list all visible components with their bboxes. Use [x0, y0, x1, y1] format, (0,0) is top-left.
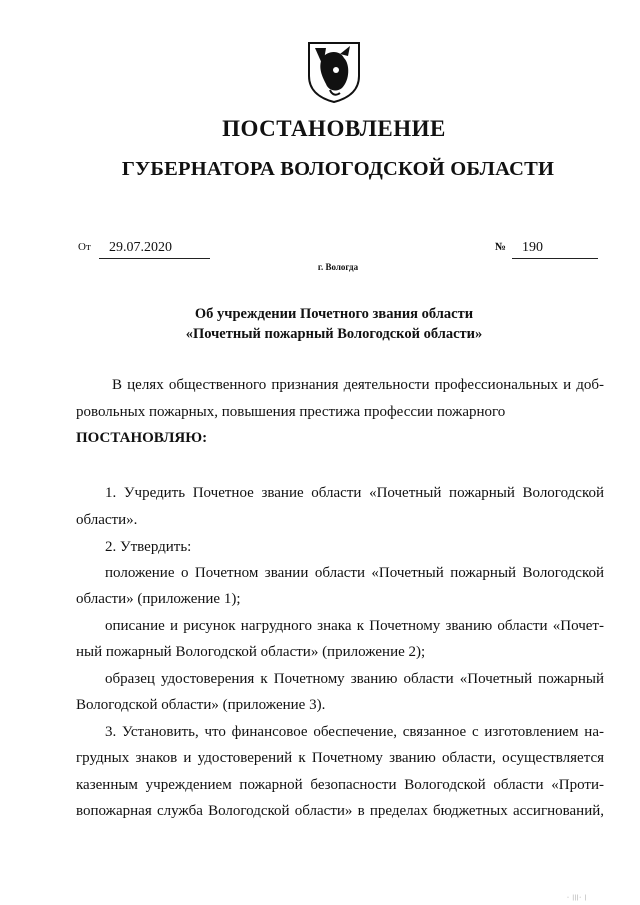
body-line: положение о Почетном звании области «Почетный пожарный Вологодской [105, 565, 604, 581]
decree-word: ПОСТАНОВЛЯЮ: [76, 430, 208, 446]
vologda-coat-of-arms-icon [306, 40, 362, 104]
number-field [512, 240, 598, 259]
number-label: № [495, 241, 507, 253]
document-subject [0, 304, 640, 344]
body-line: В целях общественного признания деятельности профессиональных и доб- [112, 377, 604, 393]
number-value: 190 [522, 240, 543, 255]
body-line: ный пожарный Вологодской области» (приложение 2); [76, 644, 426, 660]
body-line: 2. Утвердить: [105, 539, 192, 555]
subject-line: «Почетный пожарный Вологодской области» [185, 326, 483, 342]
body-line: вопожарная служба Вологодской области» в пределах бюджетных ассигнований, [76, 803, 604, 819]
date-value: 29.07.2020 [109, 240, 172, 255]
document-title: ПОСТАНОВЛЕНИЕ [222, 116, 446, 141]
body-line: области». [76, 512, 138, 528]
subject-line: Об учреждении Почетного звания области [194, 306, 474, 322]
body-line: 3. Установить, что финансовое обеспечение, связанное с изготовлением на- [105, 724, 604, 740]
body-line: образец удостоверения к Почетному званию области «Почетный пожарный [105, 671, 604, 687]
date-label: От [78, 241, 91, 253]
body-line: 1. Учредить Почетное звание области «Почетный пожарный Вологодской [105, 485, 604, 501]
body-line: описание и рисунок нагрудного знака к Почетному званию области «Почет- [105, 618, 604, 634]
issuer-title: ГУБЕРНАТОРА ВОЛОГОДСКОЙ ОБЛАСТИ [121, 158, 555, 180]
city-label: г. Вологда [317, 262, 359, 272]
body-line: казенным учреждением пожарной безопасности Вологодской области «Проти- [76, 777, 604, 793]
body-line: грудных знаков и удостоверений к Почетному званию области, осуществляется [76, 750, 604, 766]
date-field [99, 240, 210, 259]
body-line: Вологодской области» (приложение 3). [76, 697, 326, 713]
footer-mark: · |||· | [567, 895, 587, 901]
body-line: ровольных пожарных, повышения престижа профессии пожарного [76, 404, 506, 420]
body-line: области» (приложение 1); [76, 591, 241, 607]
